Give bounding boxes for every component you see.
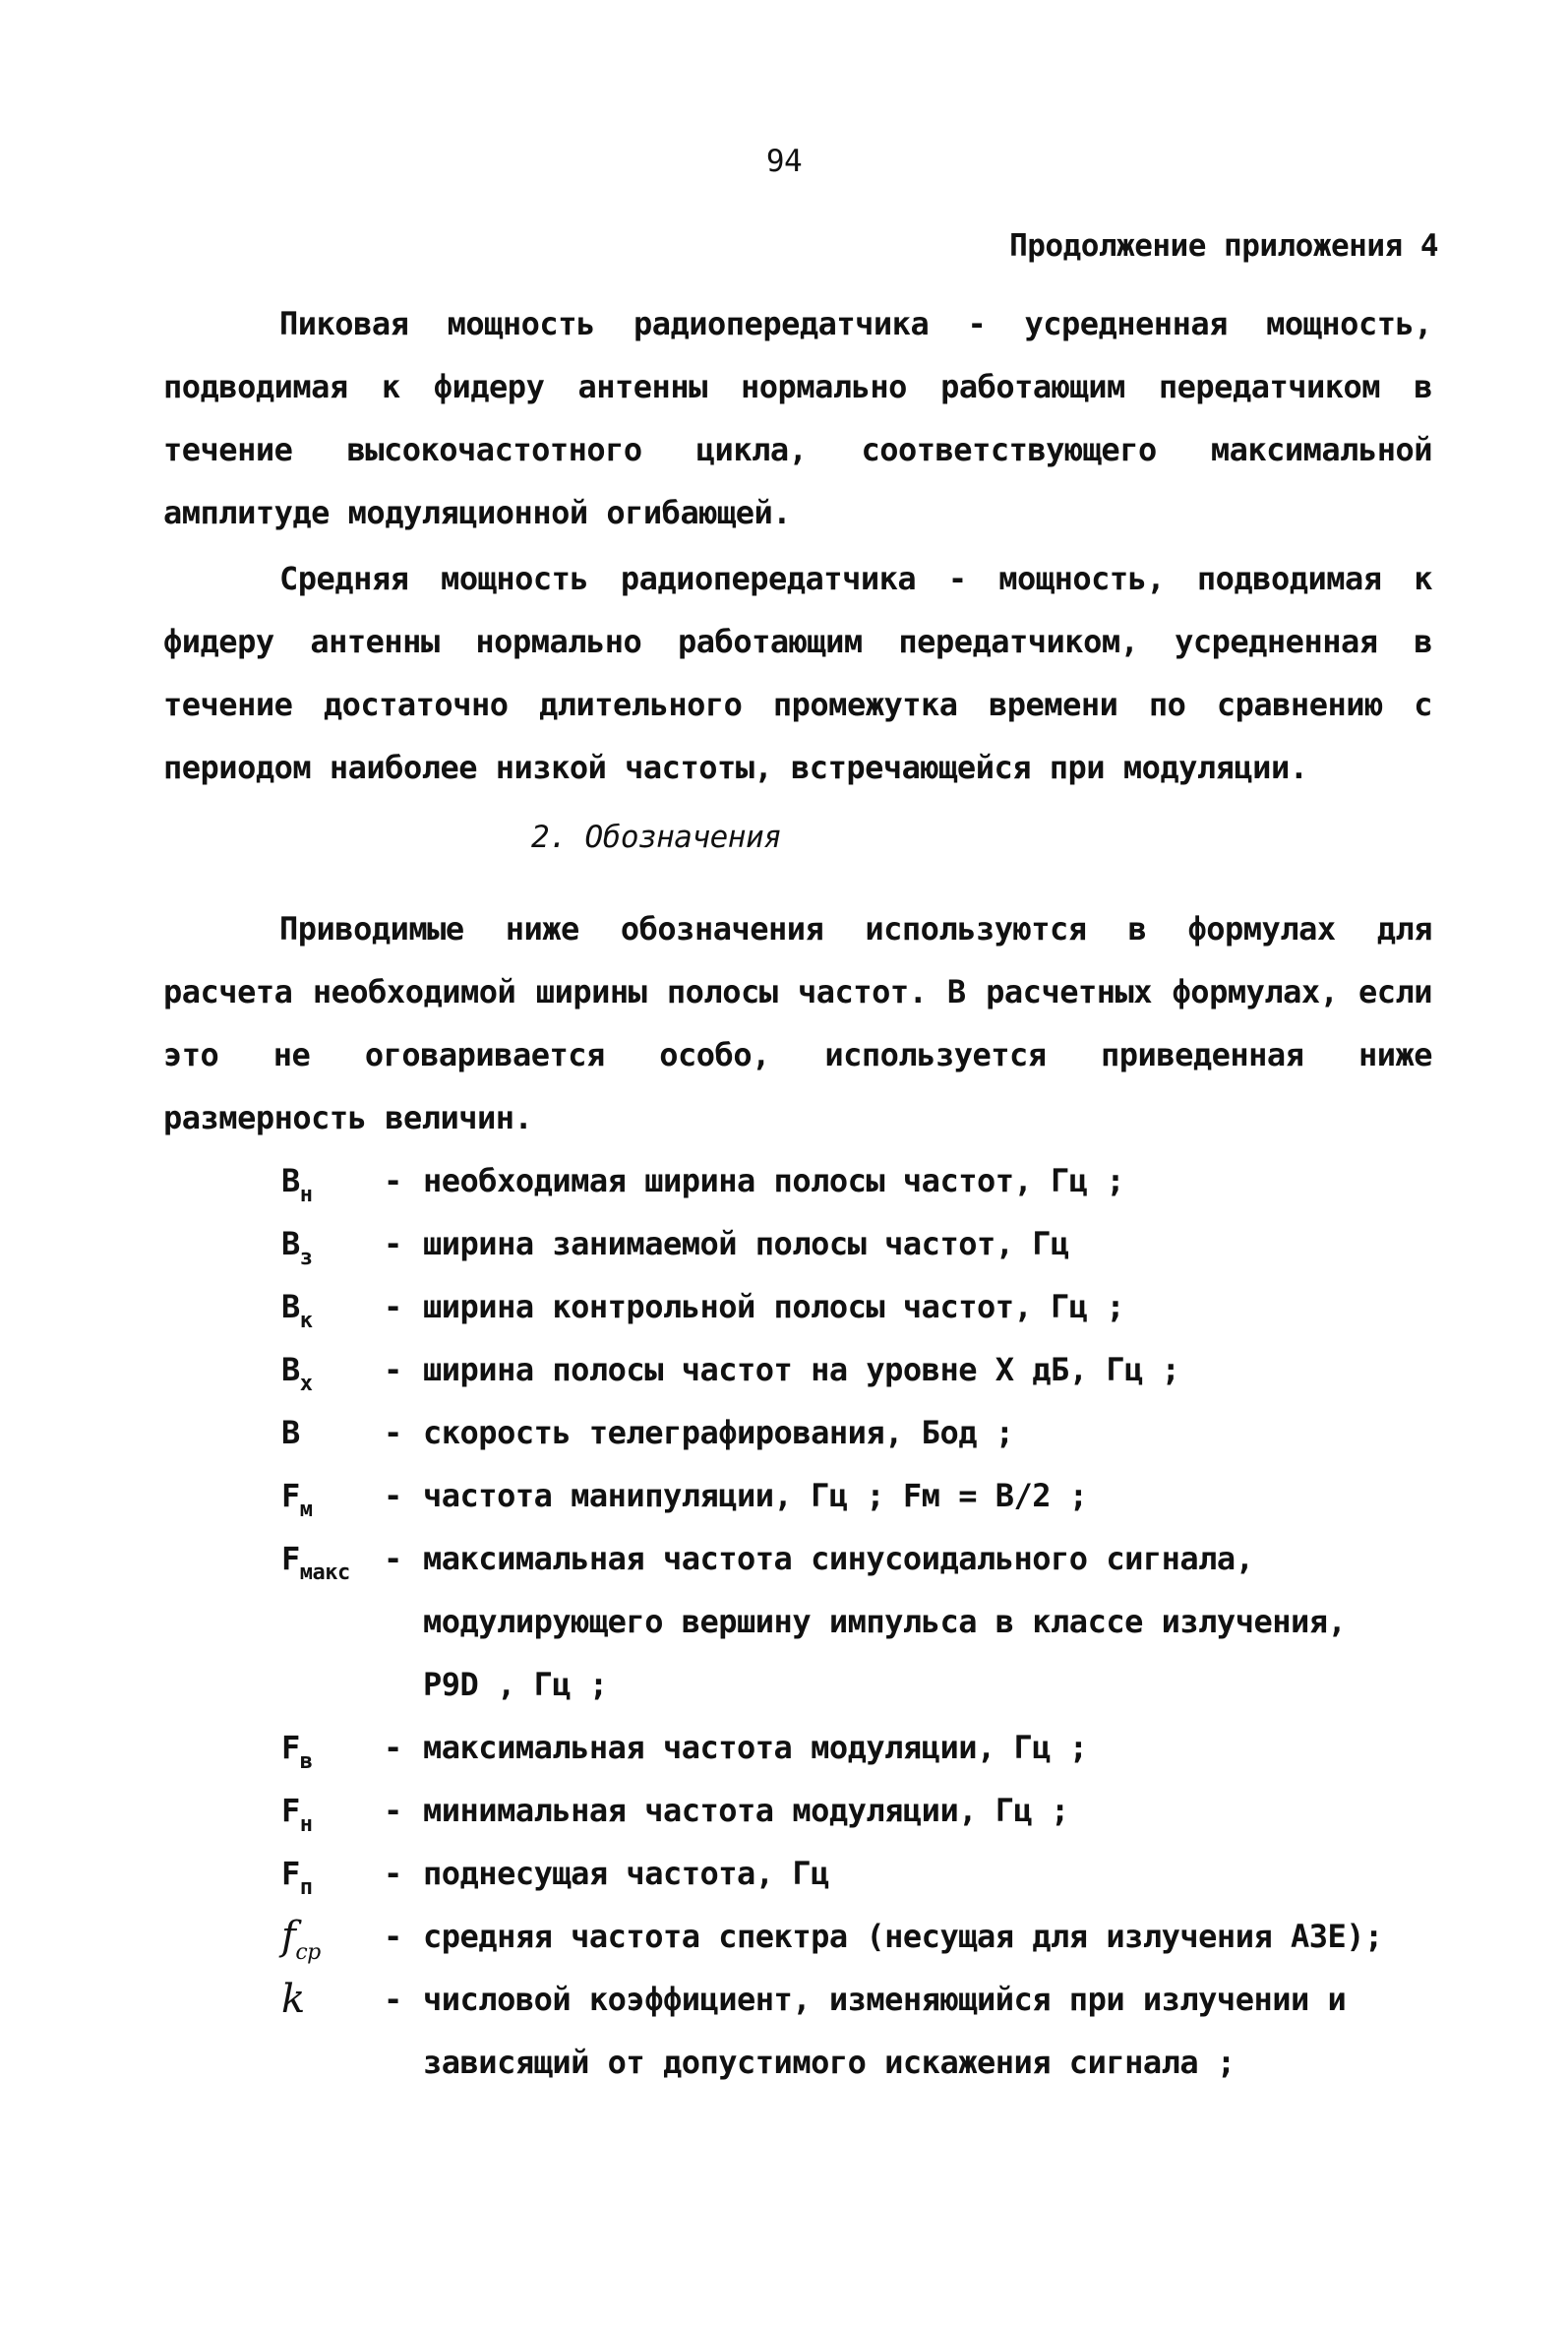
symbol: $f_{ср}$: [281, 1914, 321, 1965]
paragraph-notation-intro: [163, 897, 1432, 1149]
definition-item: [281, 1905, 1462, 1968]
symbol: $F_н$: [281, 1792, 313, 1837]
dash: -: [384, 1225, 402, 1262]
symbol: $F_м$: [281, 1477, 313, 1522]
definition-text: максимальная частота модуляции, Гц ;: [423, 1729, 1088, 1766]
symbol: $B_н$: [281, 1162, 313, 1207]
definitions-list: [281, 1149, 1462, 2157]
definition-item: [281, 1275, 1462, 1338]
paragraph-notation-intro-text: Приводимые ниже обозначения используются в формулах для расчета необходимой ширины полосы частот. В расчетных формулах, если это не оговаривается особо, используется приведенная ниже размерность величин.: [163, 910, 1432, 1136]
paragraph-peak-power-text: Пиковая мощность радиопередатчика - усредненная мощность, подводимая к фидеру антенны нормально работающим передатчиком в течение высокочастотного цикла, соответствующего максимальной амплитуде модуляционной огибающей.: [163, 305, 1432, 531]
dash: -: [384, 1918, 402, 1955]
dash: -: [384, 1414, 402, 1451]
definition-item: [281, 1779, 1462, 1842]
definition-item: [281, 1968, 1462, 2157]
symbol: $F_п$: [281, 1855, 313, 1900]
definition-text: максимальная частота синусоидального сигнала, модулирующего вершину импульса в классе излучения, P9D , Гц ;: [423, 1540, 1347, 1703]
definition-text: ширина занимаемой полосы частот, Гц: [423, 1225, 1069, 1262]
definition-text: числовой коэффициент, изменяющийся при излучении и зависящий от допустимого искажения сигнала ;: [423, 1981, 1347, 2081]
definition-item: [281, 1338, 1462, 1401]
definition-item: [281, 1149, 1462, 1212]
appendix-continuation-note: Продолжение приложения 4: [1009, 228, 1438, 264]
symbol: k: [281, 1977, 305, 2022]
symbol: $B_з$: [281, 1225, 313, 1270]
dash: -: [384, 1288, 402, 1325]
paragraph-average-power-text: Средняя мощность радиопередатчика - мощность, подводимая к фидеру антенны нормально работающим передатчиком, усредненная в течение достаточно длительного промежутка времени по сравнению с периодом наиболее низкой частоты, встречающейся при модуляции.: [163, 560, 1432, 786]
page-number: 94: [765, 144, 803, 179]
definition-item: [281, 1464, 1462, 1527]
definition-text: средняя частота спектра (несущая для излучения A3E);: [423, 1918, 1383, 1955]
symbol: $F_в$: [281, 1729, 313, 1774]
definition-text: частота манипуляции, Гц ; Fм = B/2 ;: [423, 1477, 1088, 1514]
dash: -: [384, 1351, 402, 1388]
definition-text: необходимая ширина полосы частот, Гц ;: [423, 1162, 1125, 1199]
symbol: B: [281, 1414, 300, 1451]
definition-item: [281, 1716, 1462, 1779]
definition-text: минимальная частота модуляции, Гц ;: [423, 1792, 1069, 1829]
paragraph-peak-power: [163, 292, 1432, 544]
definition-text: скорость телеграфирования, Бод ;: [423, 1414, 1014, 1451]
definition-item: [281, 1212, 1462, 1275]
definition-item: [281, 1527, 1462, 1716]
dash: -: [384, 1477, 402, 1514]
dash: -: [384, 1162, 402, 1199]
section-heading: 2. Обозначения: [531, 820, 782, 855]
definition-item: [281, 1401, 1462, 1464]
definition-text: ширина контрольной полосы частот, Гц ;: [423, 1288, 1125, 1325]
symbol: $B_к$: [281, 1288, 313, 1333]
paragraph-average-power: [163, 547, 1432, 799]
dash: -: [384, 1540, 402, 1577]
dash: -: [384, 1855, 402, 1892]
definition-item: [281, 1842, 1462, 1905]
dash: -: [384, 1981, 402, 2018]
dash: -: [384, 1729, 402, 1766]
dash: -: [384, 1792, 402, 1829]
symbol: $B_x$: [281, 1351, 313, 1396]
definition-text: ширина полосы частот на уровне X дБ, Гц ;: [423, 1351, 1180, 1388]
definition-text: поднесущая частота, Гц: [423, 1855, 829, 1892]
symbol: $F_{макс}$: [281, 1540, 350, 1585]
